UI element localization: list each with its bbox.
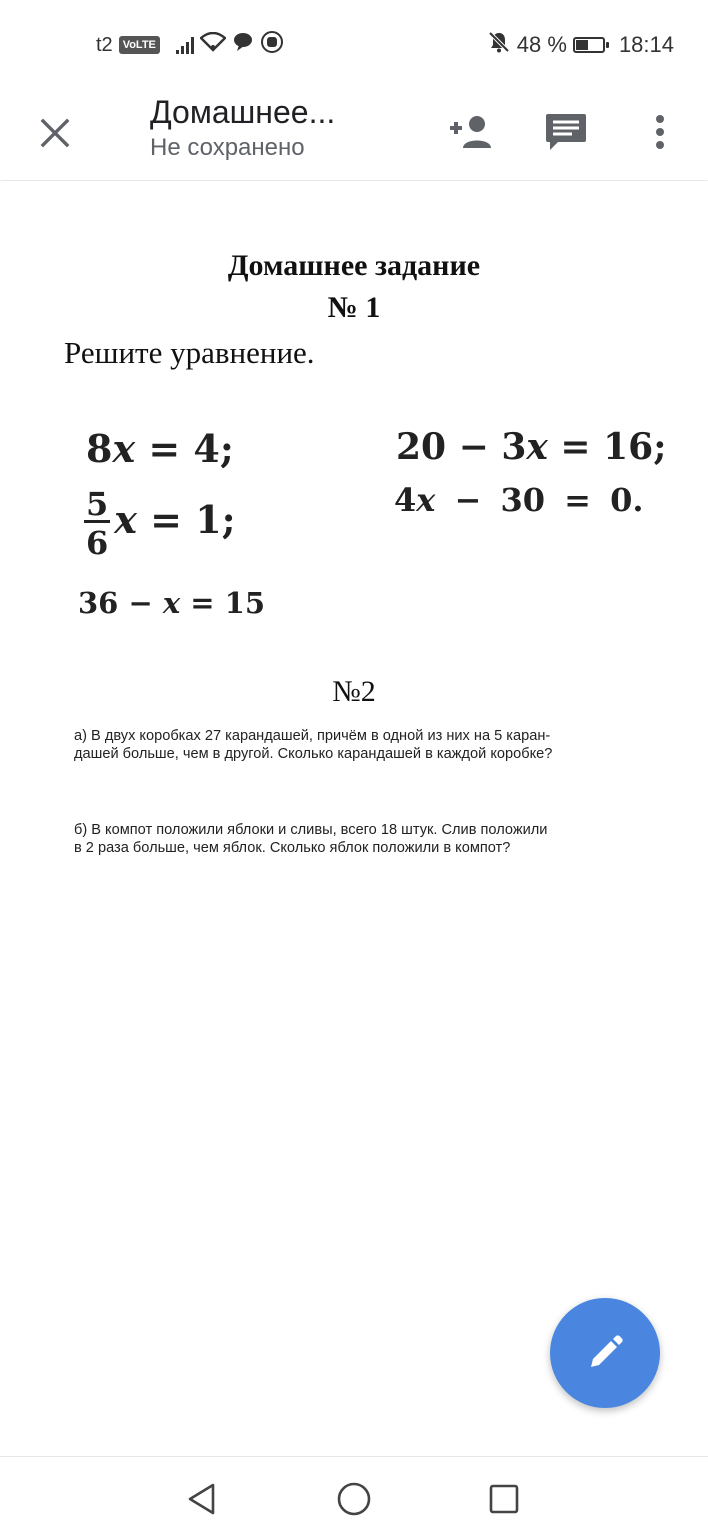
eq2-var: x	[114, 497, 137, 542]
eq2-rest: = 1;	[136, 497, 236, 542]
hand-notification-icon	[260, 30, 284, 60]
eq4-left: 20 − 3	[396, 426, 527, 468]
more-vert-icon	[654, 114, 666, 150]
more-options-button[interactable]	[632, 104, 688, 160]
eq3-rest: = 15	[180, 586, 266, 620]
save-status: Не сохранено	[150, 134, 305, 161]
signal-icon	[176, 36, 194, 54]
app-bar	[0, 88, 708, 180]
equation-1	[86, 426, 234, 471]
document-heading: Домашнее задание	[227, 249, 481, 282]
document-page[interactable]	[0, 181, 708, 1456]
eq1-coef: 8	[86, 426, 113, 471]
problem-b-line-2: в 2 раза больше, чем яблок. Сколько яблок положили в компот?	[74, 840, 511, 856]
chat-notification-icon	[232, 32, 254, 58]
add-person-icon	[447, 114, 497, 150]
eq4-var: x	[526, 426, 548, 468]
volte-badge: VoLTE	[119, 36, 160, 54]
home-circle-icon	[336, 1481, 372, 1517]
status-left	[96, 30, 284, 60]
comments-button[interactable]	[538, 104, 594, 160]
equation-4	[396, 426, 666, 468]
eq1-var: x	[112, 426, 136, 471]
clock: 18:14	[618, 32, 674, 57]
equation-3	[78, 586, 265, 620]
battery-fill	[576, 40, 588, 50]
back-button[interactable]	[180, 1477, 224, 1521]
battery-percent: 48 %	[516, 32, 567, 57]
recents-square-icon	[488, 1483, 520, 1515]
share-button[interactable]	[444, 104, 500, 160]
problem-b	[74, 821, 666, 857]
status-right	[487, 30, 674, 60]
home-button[interactable]	[332, 1477, 376, 1521]
eq3-left: 36 −	[78, 586, 163, 620]
edit-fab-button[interactable]	[550, 1298, 660, 1408]
equation-2	[84, 485, 236, 562]
eq5-var: x	[416, 481, 436, 519]
edit-pencil-icon	[585, 1333, 625, 1373]
problem-a-line-2: дашей больше, чем в другой. Сколько карандашей в каждой коробке?	[74, 746, 553, 762]
task2-number: №2	[332, 675, 376, 708]
battery-icon	[573, 37, 605, 53]
eq2-numerator: 5	[86, 485, 109, 523]
eq1-rest: = 4;	[135, 426, 234, 471]
system-navigation-bar	[0, 1456, 708, 1537]
eq3-var: x	[162, 586, 181, 620]
problem-a	[74, 727, 666, 763]
problem-b-line-1: б) В компот положили яблоки и сливы, всего 18 штук. Слив положили	[74, 822, 548, 838]
task1-number: № 1	[327, 291, 381, 324]
close-button[interactable]	[30, 108, 80, 158]
recents-button[interactable]	[482, 1477, 526, 1521]
equation-5	[394, 481, 643, 519]
eq4-rest: = 16;	[547, 426, 667, 468]
mute-bell-icon	[487, 30, 511, 60]
eq2-fraction	[84, 485, 110, 562]
wifi-icon	[200, 32, 226, 58]
status-bar	[0, 0, 708, 88]
back-triangle-icon	[185, 1482, 219, 1516]
close-icon	[40, 118, 70, 148]
comment-icon	[544, 112, 588, 152]
problem-a-line-1: а) В двух коробках 27 карандашей, причём в одной из них на 5 каран-	[74, 728, 551, 744]
carrier-label: t2	[96, 33, 113, 56]
eq5-left: 4	[394, 481, 417, 519]
eq5-rest: − 30 = 0.	[435, 481, 644, 519]
document-title: Домашнее...	[150, 94, 336, 130]
task1-instruction: Решите уравнение.	[64, 335, 315, 370]
eq2-denominator: 6	[86, 524, 109, 562]
